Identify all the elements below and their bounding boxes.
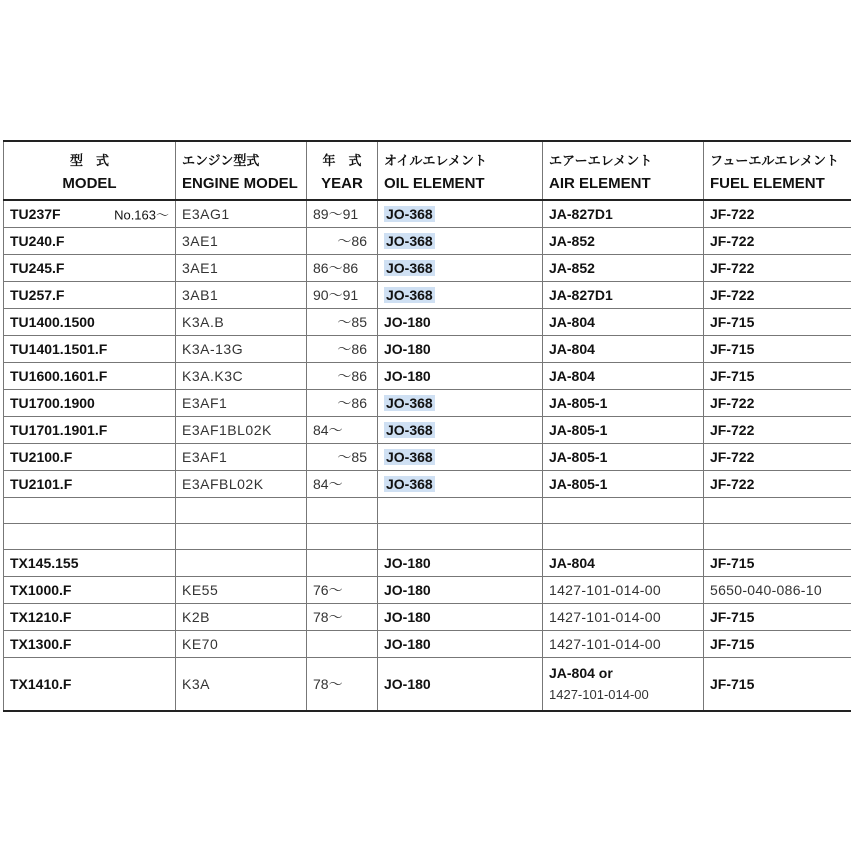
table-row — [4, 631, 851, 658]
oil-cell — [378, 417, 543, 444]
air-cell: 1427-101-014-00 — [543, 604, 704, 631]
year-cell — [307, 417, 378, 444]
year-cell — [307, 228, 378, 255]
oil-cell: JO-180 — [378, 604, 543, 631]
year-cell — [307, 336, 378, 363]
model-cell — [4, 417, 176, 444]
model-text: TU1701.1901.F — [10, 422, 108, 438]
empty-cell — [704, 524, 851, 550]
fuel-cell: JF-722 — [704, 390, 851, 417]
oil-text: JO-368 — [386, 395, 433, 411]
col-model-jp: 型 式 — [69, 152, 109, 168]
table-row — [4, 363, 851, 390]
engine-cell: E3AF1 — [176, 390, 307, 417]
air-text-line2: 1427-101-014-00 — [549, 687, 649, 702]
oil-cell — [378, 228, 543, 255]
model-cell: TX1000.F — [4, 577, 176, 604]
table-row — [4, 417, 851, 444]
empty-cell — [543, 524, 704, 550]
oil-text: JO-368 — [386, 260, 433, 276]
engine-cell: KE55 — [176, 577, 307, 604]
engine-cell: E3AF1BL02K — [176, 417, 307, 444]
empty-cell — [543, 498, 704, 524]
oil-text: JO-368 — [386, 449, 433, 465]
empty-cell — [176, 498, 307, 524]
model-cell — [4, 200, 176, 228]
table-row — [4, 309, 851, 336]
air-cell: 1427-101-014-00 — [543, 631, 704, 658]
oil-cell: JO-180 — [378, 631, 543, 658]
empty-cell — [4, 524, 176, 550]
model-cell — [4, 228, 176, 255]
table-row — [4, 604, 851, 631]
model-text: TU2100.F — [10, 449, 73, 465]
year-text: 76～ — [313, 582, 343, 598]
air-cell — [543, 658, 704, 712]
model-cell — [4, 363, 176, 390]
empty-cell — [704, 498, 851, 524]
oil-text: JO-180 — [384, 314, 431, 330]
col-model-header — [4, 141, 176, 200]
air-cell: JA-805-1 — [543, 417, 704, 444]
col-fuel-header — [704, 141, 851, 200]
col-oil-jp: オイルエレメント — [384, 152, 487, 168]
year-cell — [307, 444, 378, 471]
air-cell: JA-804 — [543, 309, 704, 336]
air-cell: JA-804 — [543, 550, 704, 577]
fuel-cell: JF-715 — [704, 550, 851, 577]
empty-cell — [307, 498, 378, 524]
table-body — [4, 200, 851, 711]
engine-cell: E3AFBL02K — [176, 471, 307, 498]
fuel-cell: JF-722 — [704, 471, 851, 498]
model-cell — [4, 444, 176, 471]
oil-cell — [378, 471, 543, 498]
model-cell — [4, 390, 176, 417]
air-cell: JA-804 — [543, 336, 704, 363]
fuel-cell: JF-722 — [704, 444, 851, 471]
model-text: TU237F — [10, 206, 61, 222]
air-cell: JA-852 — [543, 255, 704, 282]
col-air-en: AIR ELEMENT — [549, 174, 651, 192]
table-row — [4, 200, 851, 228]
oil-cell: JO-180 — [378, 550, 543, 577]
year-cell — [307, 471, 378, 498]
fuel-cell: JF-722 — [704, 417, 851, 444]
fuel-cell: JF-715 — [704, 604, 851, 631]
oil-text: JO-180 — [384, 341, 431, 357]
oil-cell — [378, 444, 543, 471]
air-cell: JA-852 — [543, 228, 704, 255]
oil-cell: JO-180 — [378, 577, 543, 604]
model-cell: TX1300.F — [4, 631, 176, 658]
year-cell — [307, 577, 378, 604]
table-row — [4, 577, 851, 604]
fuel-cell: JF-722 — [704, 200, 851, 228]
year-cell — [307, 604, 378, 631]
table-row — [4, 336, 851, 363]
year-cell — [307, 550, 378, 577]
model-text: TU245.F — [10, 260, 65, 276]
model-cell — [4, 282, 176, 309]
col-engine-header — [176, 141, 307, 200]
fuel-cell: JF-715 — [704, 631, 851, 658]
oil-cell — [378, 282, 543, 309]
fuel-cell: JF-715 — [704, 658, 851, 712]
engine-cell: K2B — [176, 604, 307, 631]
year-text: ～86 — [337, 368, 367, 384]
air-cell: JA-805-1 — [543, 444, 704, 471]
table-row — [4, 471, 851, 498]
engine-cell: 3AE1 — [176, 228, 307, 255]
header-row — [4, 141, 851, 200]
air-cell: JA-827D1 — [543, 200, 704, 228]
engine-cell: E3AG1 — [176, 200, 307, 228]
engine-cell — [176, 550, 307, 577]
empty-row — [4, 498, 851, 524]
table-row — [4, 550, 851, 577]
oil-cell — [378, 309, 543, 336]
year-cell — [307, 631, 378, 658]
model-text: TU1400.1500 — [10, 314, 95, 330]
model-text: TU240.F — [10, 233, 65, 249]
table-row — [4, 444, 851, 471]
year-cell — [307, 282, 378, 309]
oil-text: JO-180 — [384, 368, 431, 384]
model-cell — [4, 336, 176, 363]
col-air-jp: エアーエレメント — [549, 152, 653, 168]
oil-text: JO-368 — [386, 287, 433, 303]
year-text: 89～91 — [313, 206, 359, 222]
air-cell: JA-805-1 — [543, 390, 704, 417]
col-fuel-en: FUEL ELEMENT — [710, 174, 825, 192]
year-cell — [307, 200, 378, 228]
model-note: No.163～ — [114, 207, 169, 223]
col-model-en: MODEL — [62, 174, 117, 192]
year-cell — [307, 363, 378, 390]
oil-cell — [378, 390, 543, 417]
oil-cell — [378, 255, 543, 282]
col-oil-en: OIL ELEMENT — [384, 174, 485, 192]
model-cell — [4, 471, 176, 498]
empty-row — [4, 524, 851, 550]
year-text: 84～ — [313, 422, 343, 438]
empty-cell — [378, 498, 543, 524]
oil-text: JO-368 — [386, 476, 433, 492]
empty-cell — [176, 524, 307, 550]
fuel-cell: JF-722 — [704, 228, 851, 255]
model-text: TU257.F — [10, 287, 65, 303]
oil-text: JO-368 — [386, 422, 433, 438]
table-row — [4, 390, 851, 417]
year-text: 84～ — [313, 476, 343, 492]
engine-cell: K3A — [176, 658, 307, 712]
col-year-jp: 年 式 — [322, 152, 362, 168]
year-text: ～85 — [337, 449, 367, 465]
col-year-header — [307, 141, 378, 200]
empty-cell — [378, 524, 543, 550]
table-row — [4, 282, 851, 309]
year-text: ～86 — [337, 341, 367, 357]
engine-cell: K3A.B — [176, 309, 307, 336]
year-text: 78～ — [313, 676, 343, 692]
oil-cell: JO-180 — [378, 658, 543, 712]
empty-cell — [4, 498, 176, 524]
engine-cell: K3A-13G — [176, 336, 307, 363]
table-row — [4, 658, 851, 712]
fuel-cell: 5650-040-086-10 — [704, 577, 851, 604]
engine-cell: K3A.K3C — [176, 363, 307, 390]
air-cell: JA-827D1 — [543, 282, 704, 309]
table-row — [4, 255, 851, 282]
fuel-cell: JF-722 — [704, 282, 851, 309]
air-cell: JA-805-1 — [543, 471, 704, 498]
model-cell: TX1210.F — [4, 604, 176, 631]
year-cell — [307, 658, 378, 712]
engine-cell: 3AB1 — [176, 282, 307, 309]
engine-cell: E3AF1 — [176, 444, 307, 471]
oil-cell — [378, 336, 543, 363]
year-text: ～85 — [337, 314, 367, 330]
model-cell: TX1410.F — [4, 658, 176, 712]
oil-cell — [378, 200, 543, 228]
year-cell — [307, 255, 378, 282]
oil-text: JO-368 — [386, 206, 433, 222]
model-text: TU1401.1501.F — [10, 341, 108, 357]
table-row — [4, 228, 851, 255]
parts-table — [3, 140, 851, 712]
year-text: 86～86 — [313, 260, 359, 276]
fuel-cell: JF-715 — [704, 309, 851, 336]
fuel-cell: JF-722 — [704, 255, 851, 282]
oil-cell — [378, 363, 543, 390]
col-year-en: YEAR — [321, 174, 363, 192]
year-text: 78～ — [313, 609, 343, 625]
air-cell: 1427-101-014-00 — [543, 577, 704, 604]
year-cell — [307, 309, 378, 336]
fuel-cell: JF-715 — [704, 363, 851, 390]
engine-cell: 3AE1 — [176, 255, 307, 282]
col-engine-jp: エンジン型式 — [182, 152, 260, 168]
model-text: TU1600.1601.F — [10, 368, 108, 384]
col-engine-en: ENGINE MODEL — [182, 174, 298, 192]
year-cell — [307, 390, 378, 417]
year-text: 90～91 — [313, 287, 359, 303]
engine-cell: KE70 — [176, 631, 307, 658]
empty-cell — [307, 524, 378, 550]
oil-text: JO-368 — [386, 233, 433, 249]
model-text: TU1700.1900 — [10, 395, 95, 411]
air-text-line1: JA-804 or — [549, 665, 613, 681]
air-cell: JA-804 — [543, 363, 704, 390]
model-cell: TX145.155 — [4, 550, 176, 577]
col-air-header — [543, 141, 704, 200]
col-oil-header — [378, 141, 543, 200]
year-text: ～86 — [337, 395, 367, 411]
col-fuel-jp: フューエルエレメント — [710, 152, 839, 168]
model-text: TU2101.F — [10, 476, 73, 492]
fuel-cell: JF-715 — [704, 336, 851, 363]
model-cell — [4, 309, 176, 336]
model-cell — [4, 255, 176, 282]
year-text: ～86 — [337, 233, 367, 249]
